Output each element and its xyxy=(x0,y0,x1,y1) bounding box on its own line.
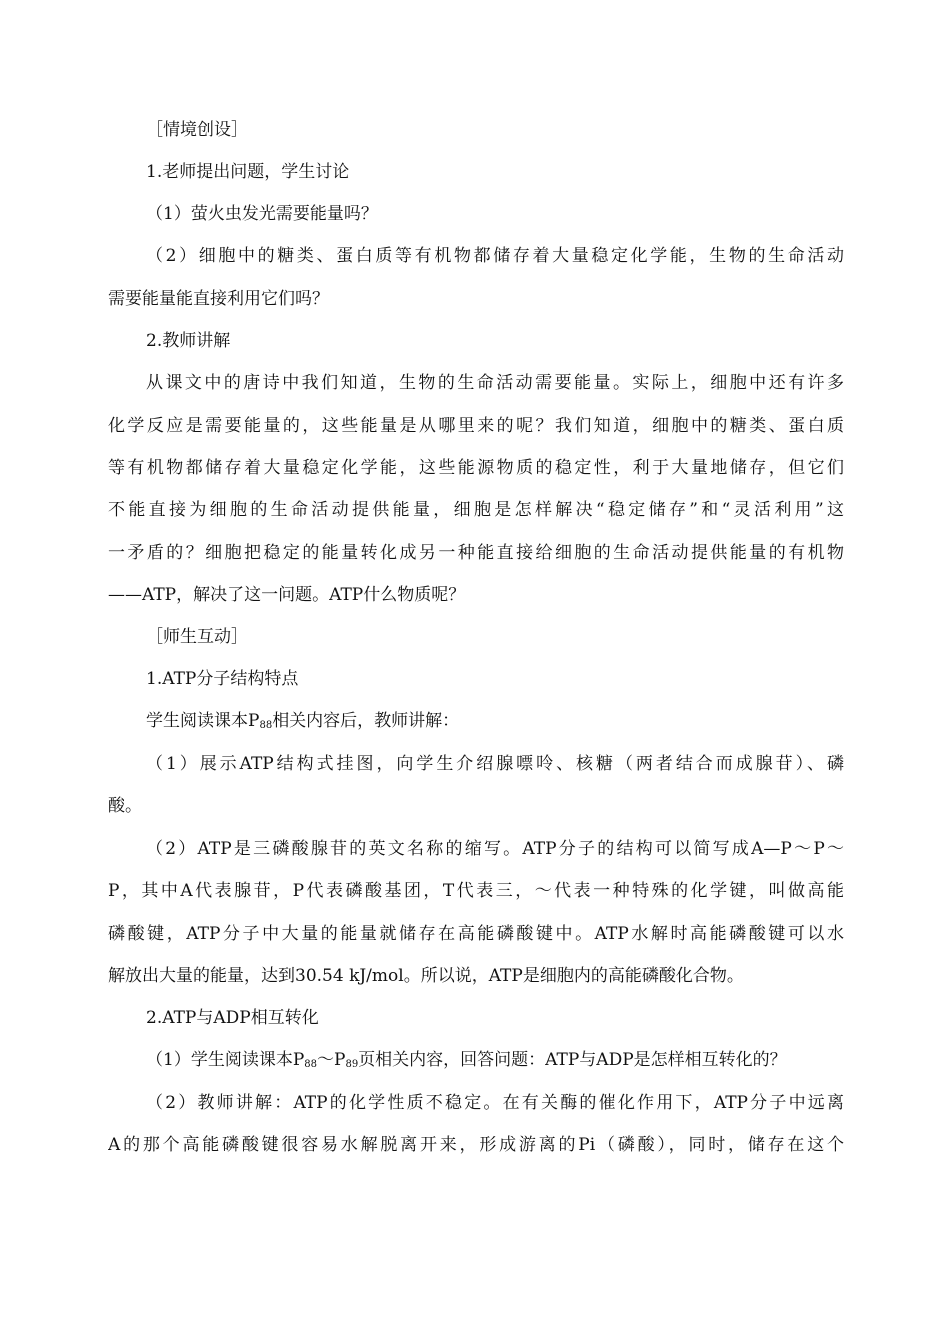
paragraph-line: （1）展示ATP结构式挂图，向学生介绍腺嘌呤、核糖（两者结合而成腺苷）、磷 xyxy=(146,754,844,774)
page-subscript: 88 xyxy=(304,1059,317,1070)
question-line: （1）萤火虫发光需要能量吗？ xyxy=(146,204,378,224)
paragraph-line: （2）细胞中的糖类、蛋白质等有机物都储存着大量稳定化学能，生物的生命活动 xyxy=(146,246,844,266)
paragraph-line: A的那个高能磷酸键很容易水解脱离开来，形成游离的Pi（磷酸），同时，储存在这个 xyxy=(108,1135,844,1155)
text-segment: 相关内容后，教师讲解： xyxy=(272,711,460,731)
paragraph-line: 等有机物都储存着大量稳定化学能，这些能源物质的稳定性，利于大量地储存，但它们 xyxy=(108,458,844,478)
paragraph-line: （2）教师讲解：ATP的化学性质不稳定。在有关酶的催化作用下，ATP分子中远离 xyxy=(146,1093,844,1113)
item-heading: 2.教师讲解 xyxy=(146,331,231,351)
paragraph-line: 磷酸键，ATP分子中大量的能量就储存在高能磷酸键中。ATP水解时高能磷酸键可以水 xyxy=(108,924,844,944)
paragraph-line: 酸。 xyxy=(108,796,142,816)
paragraph-line: ——ATP，解决了这一问题。ATP什么物质呢？ xyxy=(108,585,466,605)
item-heading: 2.ATP与ADP相互转化 xyxy=(146,1008,319,1028)
text-segment: 页相关内容，回答问题：ATP与ADP是怎样相互转化的？ xyxy=(358,1050,787,1070)
item-heading: 1.老师提出问题，学生讨论 xyxy=(146,162,350,182)
page-subscript: 89 xyxy=(345,1059,359,1070)
paragraph-line: P，其中A代表腺苷，P代表磷酸基团，T代表三，～代表一种特殊的化学键，叫做高能 xyxy=(108,881,844,901)
text-segment: （1）学生阅读课本P xyxy=(146,1050,305,1070)
paragraph-line: 解放出大量的能量，达到30.54 kJ/mol。所以说，ATP是细胞内的高能磷酸化合物。 xyxy=(108,966,744,986)
text-segment: ～P xyxy=(317,1050,346,1070)
reading-instruction xyxy=(146,1048,844,1077)
paragraph-line: （2）ATP是三磷酸腺苷的英文名称的缩写。ATP分子的结构可以简写成A—P～P～ xyxy=(146,839,844,859)
paragraph-line: 从课文中的唐诗中我们知道，生物的生命活动需要能量。实际上，细胞中还有许多 xyxy=(146,373,844,393)
section-heading-scenario: ［情境创设］ xyxy=(146,120,248,140)
paragraph-line: 需要能量能直接利用它们吗？ xyxy=(108,289,329,309)
item-heading: 1.ATP分子结构特点 xyxy=(146,669,299,689)
page-subscript: 88 xyxy=(259,720,273,731)
paragraph-line: 一矛盾的？细胞把稳定的能量转化成另一种能直接给细胞的生命活动提供能量的有机物 xyxy=(108,543,844,563)
reading-instruction xyxy=(146,709,844,738)
section-heading-interaction: ［师生互动］ xyxy=(146,627,248,647)
text-segment: 学生阅读课本P xyxy=(146,711,260,731)
paragraph-line: 化学反应是需要能量的，这些能量是从哪里来的呢？我们知道，细胞中的糖类、蛋白质 xyxy=(108,416,844,436)
paragraph-line: 不能直接为细胞的生命活动提供能量，细胞是怎样解决“稳定储存”和“灵活利用”这 xyxy=(108,500,844,520)
